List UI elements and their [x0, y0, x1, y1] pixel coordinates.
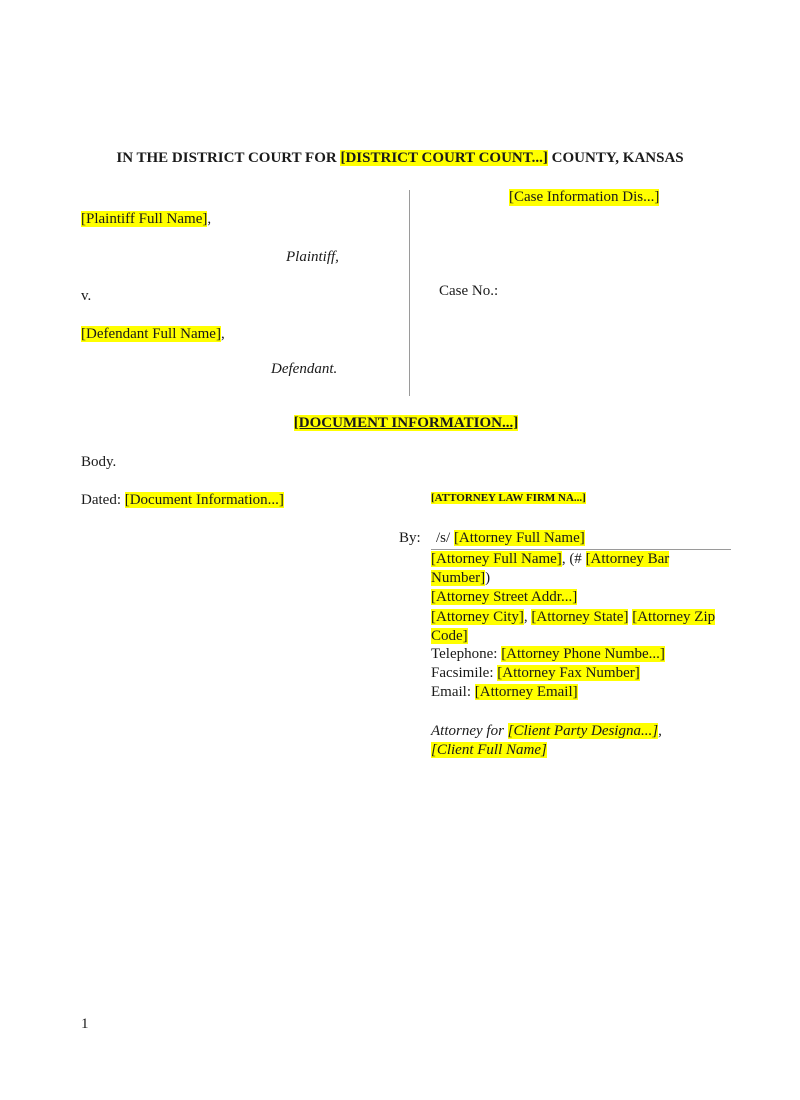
defendant-line: [81, 326, 225, 343]
bar-prefix: , (#: [561, 551, 586, 567]
facsimile-label: Facsimile:: [431, 665, 498, 681]
document-title: [0, 415, 800, 432]
attorney-for-label: Attorney for: [431, 723, 508, 739]
court-title-suffix: COUNTY, KANSAS: [547, 150, 684, 166]
by-label: By:: [399, 530, 421, 546]
attorney-street-field[interactable]: [Attorney Street Addr...]: [431, 589, 578, 605]
court-title-prefix: IN THE DISTRICT COURT FOR: [116, 150, 341, 166]
signature-line: [436, 530, 585, 547]
attorney-state-field[interactable]: [Attorney State]: [531, 609, 629, 625]
attorney-fax-field[interactable]: [Attorney Fax Number]: [497, 665, 640, 681]
defendant-label: Defendant.: [271, 361, 338, 377]
plaintiff-label: Plaintiff,: [286, 249, 339, 265]
dated-label: Dated:: [81, 492, 125, 508]
telephone-label: Telephone:: [431, 646, 502, 662]
plaintiff-comma: ,: [207, 211, 212, 227]
telephone-line: [431, 646, 665, 663]
signature-prefix: /s/: [436, 530, 454, 546]
street-line: [431, 589, 577, 606]
attorney-for-line: [431, 722, 731, 760]
email-line: [431, 684, 578, 701]
plaintiff-name-field[interactable]: [Plaintiff Full Name]: [81, 211, 208, 227]
defendant-comma: ,: [220, 326, 225, 342]
case-number-label: Case No.:: [439, 283, 499, 299]
plaintiff-line: [81, 211, 211, 228]
attorney-name-field[interactable]: [Attorney Full Name]: [431, 551, 562, 567]
bar-suffix: ): [485, 570, 491, 587]
district-court-county-field[interactable]: [DISTRICT COURT COUNT...]: [340, 150, 548, 166]
case-information-field[interactable]: [Case Information Dis...]: [509, 189, 660, 205]
caption-divider: [409, 190, 410, 396]
dated-field[interactable]: [Document Information...]: [124, 492, 284, 508]
client-party-field[interactable]: [Client Party Designa...]: [507, 723, 659, 739]
attorney-zip-field[interactable]: [Attorney Zip Code]: [431, 609, 716, 645]
attorney-phone-field[interactable]: [Attorney Phone Numbe...]: [501, 646, 665, 662]
attorney-email-field[interactable]: [Attorney Email]: [474, 684, 578, 700]
attorney-city-field[interactable]: [Attorney City]: [431, 609, 524, 625]
client-name-field[interactable]: [Client Full Name]: [431, 742, 547, 759]
city-state-zip: [431, 608, 731, 646]
defendant-name-field[interactable]: [Defendant Full Name]: [81, 326, 221, 342]
dated-line: [81, 492, 284, 509]
client-separator: ,: [658, 723, 662, 739]
court-title: [0, 150, 800, 167]
attorney-firm-field[interactable]: [ATTORNEY LAW FIRM NA...]: [431, 492, 586, 504]
attorney-bar-field[interactable]: [Attorney Bar Number]: [431, 551, 670, 587]
signer-name-field[interactable]: [Attorney Full Name]: [453, 530, 585, 546]
email-label: Email:: [431, 684, 475, 700]
document-title-field[interactable]: [DOCUMENT INFORMATION...]: [293, 415, 519, 431]
attorney-name-bar: [431, 550, 731, 588]
facsimile-line: [431, 665, 640, 682]
page-number: 1: [81, 1016, 89, 1032]
versus-label: v.: [81, 288, 92, 304]
body-text: Body.: [81, 454, 117, 470]
city-separator: ,: [523, 609, 532, 625]
